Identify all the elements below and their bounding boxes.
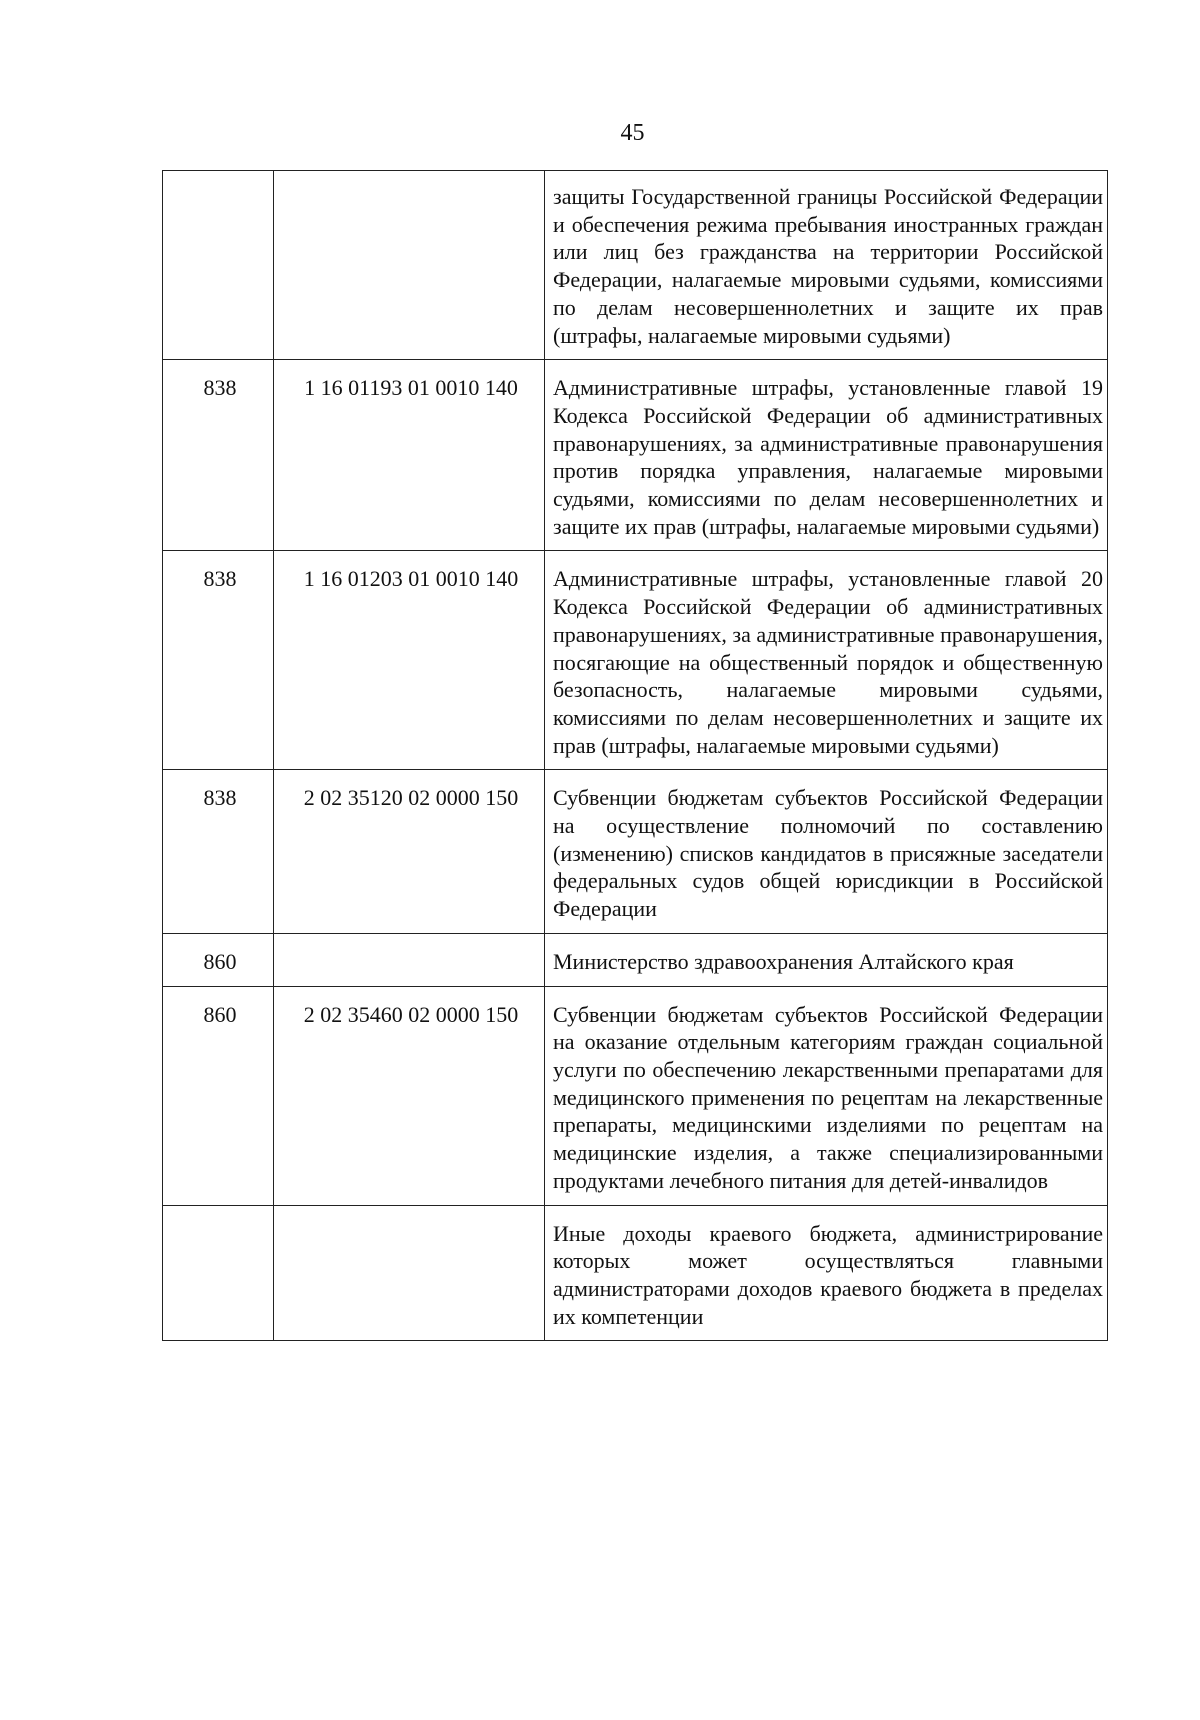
revenue-name-cell: Субвенции бюджетам субъектов Российской Федерации на оказание отдельным категориям граждан социальной услуги по обеспечению лекарственными препаратами для медицинского применения по рецептам на лекарственные препараты, медицинскими изделиями по рецептам на медицинские изделия, а также специализированными продуктами лечебного питания для детей-инвалидов [545,986,1108,1205]
table-row [163,171,1108,360]
admin-code-cell [163,1205,274,1341]
table-row [163,986,1108,1205]
table-row [163,360,1108,551]
page-number: 45 [620,120,645,146]
table-row [163,551,1108,770]
admin-code-cell: 860 [163,986,274,1205]
revenue-name-cell: Административные штрафы, установленные главой 20 Кодекса Российской Федерации об административных правонарушениях, за административные правонарушения, посягающие на общественный порядок и общественную безопасность, налагаемые мировыми судьями, комиссиями по делам несовершеннолетних и защите их прав (штрафы, налагаемые мировыми судьями) [545,551,1108,770]
revenue-name-cell: защиты Государственной границы Российской Федерации и обеспечения режима пребывания иностранных граждан или лиц без гражданства на территории Российской Федерации, налагаемые мировыми судьями, комиссиями по делам несовершеннолетних и защите их прав (штрафы, налагаемые мировыми судьями) [545,171,1108,360]
table-row [163,1205,1108,1341]
revenue-code-cell [274,171,545,360]
admin-code-cell: 838 [163,360,274,551]
admin-code-cell: 838 [163,551,274,770]
revenue-name-cell: Министерство здравоохранения Алтайского края [545,933,1108,986]
admin-code-cell [163,171,274,360]
revenue-code-cell: 1 16 01193 01 0010 140 [274,360,545,551]
revenue-code-cell: 2 02 35460 02 0000 150 [274,986,545,1205]
revenue-code-cell [274,1205,545,1341]
revenue-table [162,170,1108,1341]
revenue-name-cell: Иные доходы краевого бюджета, администрирование которых может осуществляться главными администраторами доходов краевого бюджета в пределах их компетенции [545,1205,1108,1341]
table-row [163,933,1108,986]
revenue-name-cell: Субвенции бюджетам субъектов Российской Федерации на осуществление полномочий по составлению (изменению) списков кандидатов в присяжные заседатели федеральных судов общей юрисдикции в Российской Федерации [545,770,1108,934]
revenue-code-cell [274,933,545,986]
revenue-code-cell: 2 02 35120 02 0000 150 [274,770,545,934]
revenue-code-cell: 1 16 01203 01 0010 140 [274,551,545,770]
revenue-name-cell: Административные штрафы, установленные главой 19 Кодекса Российской Федерации об административных правонарушениях, за административные правонарушения против порядка управления, налагаемые мировыми судьями, комиссиями по делам несовершеннолетних и защите их прав (штрафы, налагаемые мировыми судьями) [545,360,1108,551]
admin-code-cell: 838 [163,770,274,934]
admin-code-cell: 860 [163,933,274,986]
table-row [163,770,1108,934]
